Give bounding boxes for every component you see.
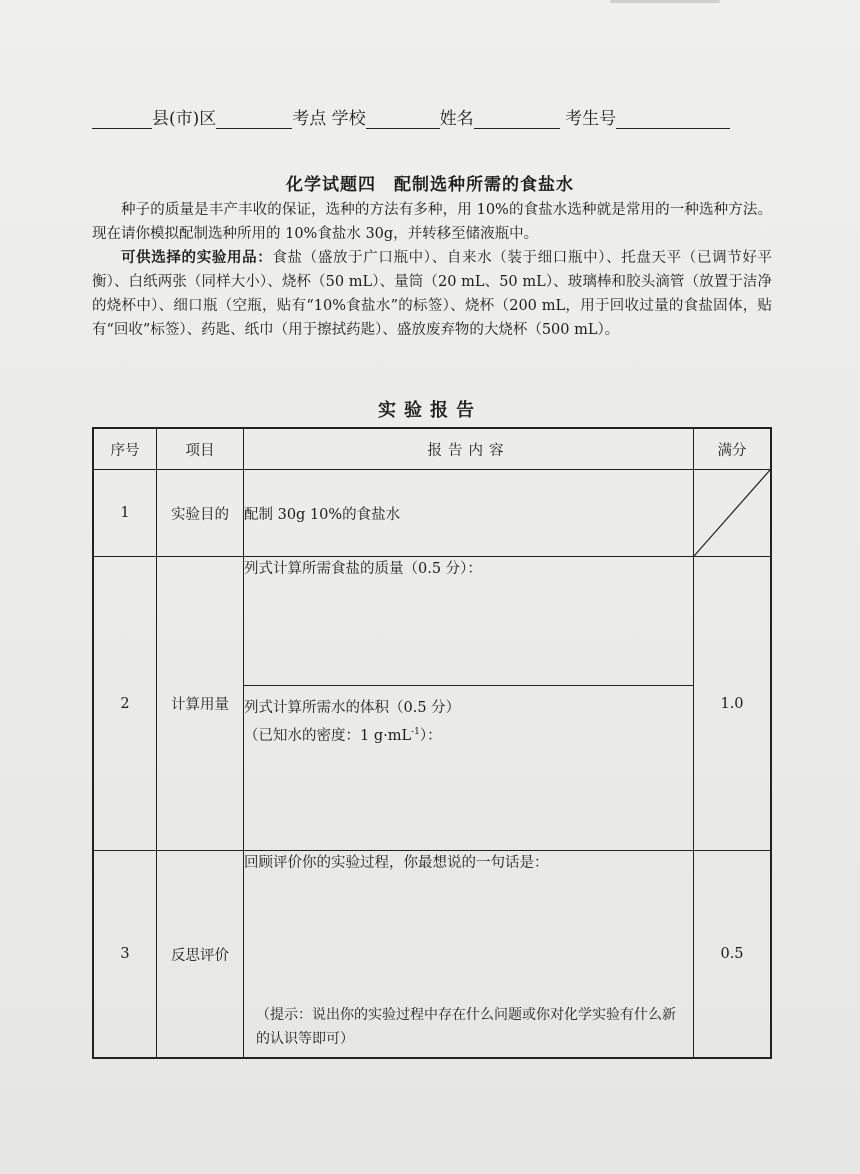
header-content: 报告内容 xyxy=(244,428,694,470)
student-no-blank[interactable] xyxy=(616,110,730,129)
row3-hint: （提示：说出你的实验过程中存在什么问题或你对化学实验有什么新的认识等即可） xyxy=(256,1007,676,1047)
row3-item: 反思评价 xyxy=(157,851,244,1059)
table-row xyxy=(93,470,771,557)
school-blank[interactable] xyxy=(366,110,440,129)
table-header-row xyxy=(93,428,771,470)
header-info-line xyxy=(92,104,772,134)
student-no-label: 考生号 xyxy=(565,109,617,129)
school-label: 学校 xyxy=(331,109,366,129)
density-suffix: ）： xyxy=(419,727,442,744)
report-title: 实验报告 xyxy=(378,400,482,421)
intro-paragraph-1: 种子的质量是丰产丰收的保证，选种的方法有多种，用 10%的食盐水选种就是常用的一种选种方法。现在请你模拟配制选种所用的 10%食盐水 30g，并转移至储液瓶中。 xyxy=(92,202,772,242)
row1-item: 实验目的 xyxy=(157,470,244,557)
name-label: 姓名 xyxy=(439,109,474,129)
table-row xyxy=(93,851,771,1059)
exam-site-blank[interactable] xyxy=(216,110,292,129)
row3-score: 0.5 xyxy=(694,851,772,1059)
row1-content: 配制 30g 10%的食盐水 xyxy=(244,470,694,557)
row2-question-salt: 列式计算所需食盐的质量（0.5 分）： xyxy=(244,561,482,577)
row2-seq: 2 xyxy=(93,557,157,851)
row2-question-water: 列式计算所需水的体积（0.5 分） xyxy=(244,700,461,716)
row2-answer-area-1[interactable] xyxy=(244,557,694,686)
row2-score: 1.0 xyxy=(694,557,772,851)
row2-item: 计算用量 xyxy=(157,557,244,851)
row2-water-density xyxy=(244,720,693,748)
intro-text xyxy=(92,198,772,342)
district-label: 县(市)区 xyxy=(152,109,217,129)
row3-seq: 3 xyxy=(93,851,157,1059)
row2-answer-area-2[interactable] xyxy=(244,686,694,851)
header-item: 项目 xyxy=(157,428,244,470)
intro-paragraph-2 xyxy=(92,246,772,342)
materials-label: 可供选择的实验用品： xyxy=(121,249,273,266)
row3-prompt: 回顾评价你的实验过程，你最想说的一句话是： xyxy=(244,855,549,871)
scan-mark xyxy=(610,0,720,3)
materials-text: 食盐（盛放于广口瓶中）、自来水（装于细口瓶中）、托盘天平（已调节好平衡）、白纸两张（同样大小）、烧杯（50 mL）、量筒（20 mL、50 mL）、玻璃棒和胶头滴管（放置于洁净的烧杯中）、细口瓶（空瓶，贴有“10%食盐水”的标签）、烧杯（200 mL，用于回收过量的食盐固体，贴有“回收”标签）、药匙、纸巾（用于擦拭药匙）、盛放废弃物的大烧杯（500 mL）。 xyxy=(92,250,773,338)
district-blank[interactable] xyxy=(92,110,152,129)
density-prefix: （已知水的密度：1 g·mL xyxy=(244,727,412,744)
exam-site-label: 考点 xyxy=(292,109,327,129)
document-title: 化学试题四 配制选种所需的食盐水 xyxy=(286,175,574,195)
header-score: 满分 xyxy=(694,428,772,470)
header-seq: 序号 xyxy=(93,428,157,470)
density-exponent: -1 xyxy=(411,727,420,737)
row1-score-slash xyxy=(694,470,772,557)
diagonal-slash-icon xyxy=(694,470,770,556)
name-blank[interactable] xyxy=(474,110,560,129)
table-row xyxy=(93,557,771,686)
row1-seq: 1 xyxy=(93,470,157,557)
row3-answer-area[interactable] xyxy=(244,851,694,1059)
report-table xyxy=(92,427,772,1059)
